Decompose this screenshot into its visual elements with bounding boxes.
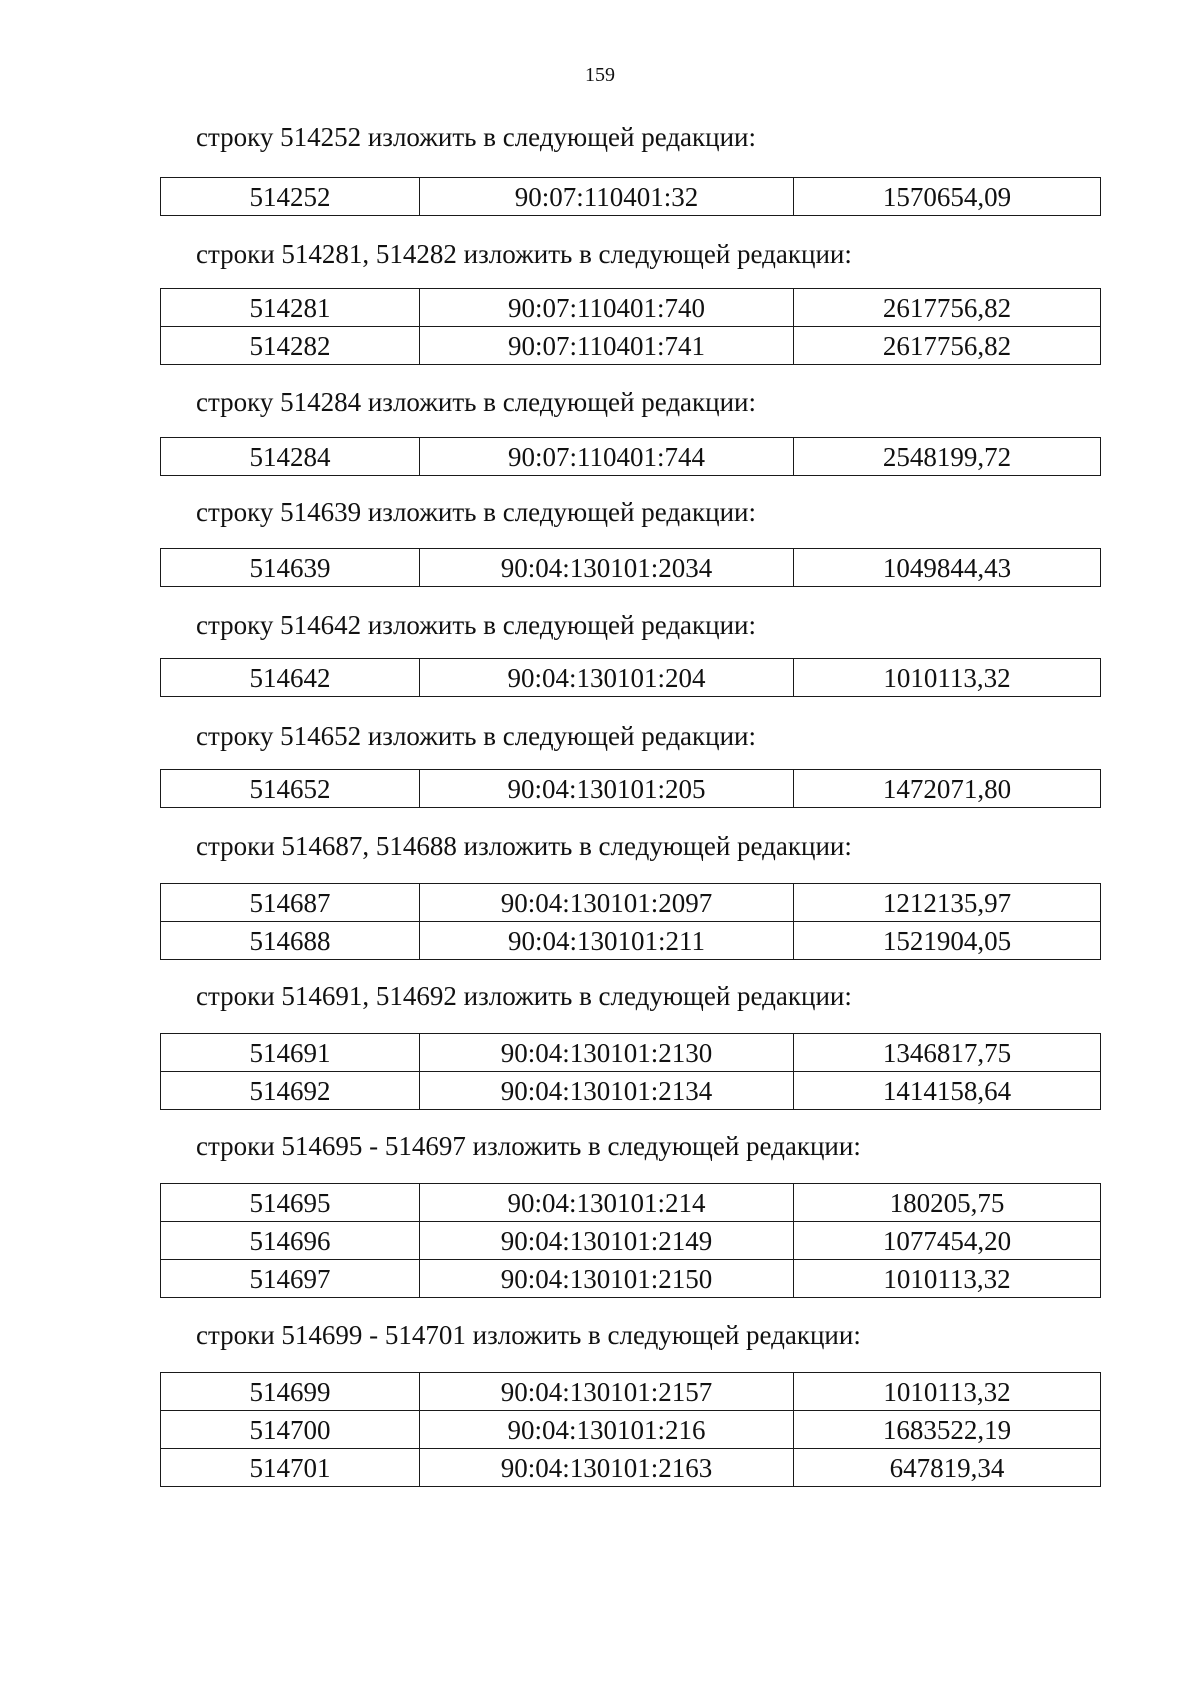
row-number-cell: 514642 bbox=[161, 659, 420, 697]
value-cell: 180205,75 bbox=[794, 1184, 1101, 1222]
amendment-table bbox=[160, 177, 1101, 216]
table-row bbox=[161, 1034, 1101, 1072]
value-cell: 1077454,20 bbox=[794, 1222, 1101, 1260]
amendment-table bbox=[160, 1183, 1101, 1298]
amendment-table bbox=[160, 437, 1101, 476]
row-number-cell: 514639 bbox=[161, 549, 420, 587]
value-cell: 1683522,19 bbox=[794, 1411, 1101, 1449]
table-row bbox=[161, 549, 1101, 587]
value-cell: 1346817,75 bbox=[794, 1034, 1101, 1072]
cadastral-number-cell: 90:04:130101:205 bbox=[420, 770, 794, 808]
value-cell: 2617756,82 bbox=[794, 327, 1101, 365]
value-cell: 1010113,32 bbox=[794, 1373, 1101, 1411]
table-row bbox=[161, 438, 1101, 476]
row-number-cell: 514282 bbox=[161, 327, 420, 365]
amendment-table bbox=[160, 883, 1101, 960]
cadastral-number-cell: 90:07:110401:741 bbox=[420, 327, 794, 365]
table-row bbox=[161, 884, 1101, 922]
amendment-table bbox=[160, 1372, 1101, 1487]
amendment-table bbox=[160, 1033, 1101, 1110]
cadastral-number-cell: 90:04:130101:2034 bbox=[420, 549, 794, 587]
row-number-cell: 514652 bbox=[161, 770, 420, 808]
section-intro: строки 514687, 514688 изложить в следующей редакции: bbox=[196, 831, 852, 861]
amendment-table bbox=[160, 769, 1101, 808]
cadastral-number-cell: 90:07:110401:740 bbox=[420, 289, 794, 327]
section-intro: строки 514691, 514692 изложить в следующей редакции: bbox=[196, 981, 852, 1011]
table-row bbox=[161, 1222, 1101, 1260]
value-cell: 1010113,32 bbox=[794, 659, 1101, 697]
table-row bbox=[161, 1072, 1101, 1110]
value-cell: 647819,34 bbox=[794, 1449, 1101, 1487]
row-number-cell: 514252 bbox=[161, 178, 420, 216]
table-row bbox=[161, 1184, 1101, 1222]
cadastral-number-cell: 90:04:130101:214 bbox=[420, 1184, 794, 1222]
value-cell: 2548199,72 bbox=[794, 438, 1101, 476]
section-intro: строки 514281, 514282 изложить в следующей редакции: bbox=[196, 239, 852, 269]
cadastral-number-cell: 90:04:130101:211 bbox=[420, 922, 794, 960]
row-number-cell: 514699 bbox=[161, 1373, 420, 1411]
section-intro: строку 514284 изложить в следующей редакции: bbox=[196, 387, 757, 417]
row-number-cell: 514688 bbox=[161, 922, 420, 960]
value-cell: 1472071,80 bbox=[794, 770, 1101, 808]
row-number-cell: 514700 bbox=[161, 1411, 420, 1449]
row-number-cell: 514697 bbox=[161, 1260, 420, 1298]
row-number-cell: 514701 bbox=[161, 1449, 420, 1487]
table-row bbox=[161, 922, 1101, 960]
page-number: 159 bbox=[585, 64, 615, 86]
row-number-cell: 514695 bbox=[161, 1184, 420, 1222]
section-intro: строку 514652 изложить в следующей редакции: bbox=[196, 721, 757, 751]
cadastral-number-cell: 90:04:130101:2134 bbox=[420, 1072, 794, 1110]
row-number-cell: 514691 bbox=[161, 1034, 420, 1072]
table-row bbox=[161, 1260, 1101, 1298]
cadastral-number-cell: 90:04:130101:216 bbox=[420, 1411, 794, 1449]
row-number-cell: 514696 bbox=[161, 1222, 420, 1260]
row-number-cell: 514692 bbox=[161, 1072, 420, 1110]
table-row bbox=[161, 1373, 1101, 1411]
cadastral-number-cell: 90:04:130101:2163 bbox=[420, 1449, 794, 1487]
table-row bbox=[161, 327, 1101, 365]
section-intro: строку 514252 изложить в следующей редакции: bbox=[196, 122, 757, 152]
table-row bbox=[161, 178, 1101, 216]
value-cell: 1212135,97 bbox=[794, 884, 1101, 922]
value-cell: 1521904,05 bbox=[794, 922, 1101, 960]
row-number-cell: 514281 bbox=[161, 289, 420, 327]
value-cell: 1570654,09 bbox=[794, 178, 1101, 216]
value-cell: 1010113,32 bbox=[794, 1260, 1101, 1298]
table-row bbox=[161, 770, 1101, 808]
section-intro: строки 514695 - 514697 изложить в следующей редакции: bbox=[196, 1131, 861, 1161]
table-row bbox=[161, 1411, 1101, 1449]
amendment-table bbox=[160, 548, 1101, 587]
table-row bbox=[161, 1449, 1101, 1487]
cadastral-number-cell: 90:07:110401:32 bbox=[420, 178, 794, 216]
cadastral-number-cell: 90:04:130101:2157 bbox=[420, 1373, 794, 1411]
amendment-table bbox=[160, 288, 1101, 365]
amendment-table bbox=[160, 658, 1101, 697]
cadastral-number-cell: 90:07:110401:744 bbox=[420, 438, 794, 476]
section-intro: строку 514642 изложить в следующей редакции: bbox=[196, 610, 757, 640]
cadastral-number-cell: 90:04:130101:2097 bbox=[420, 884, 794, 922]
value-cell: 1049844,43 bbox=[794, 549, 1101, 587]
section-intro: строки 514699 - 514701 изложить в следующей редакции: bbox=[196, 1320, 861, 1350]
table-row bbox=[161, 289, 1101, 327]
cadastral-number-cell: 90:04:130101:204 bbox=[420, 659, 794, 697]
value-cell: 2617756,82 bbox=[794, 289, 1101, 327]
cadastral-number-cell: 90:04:130101:2150 bbox=[420, 1260, 794, 1298]
value-cell: 1414158,64 bbox=[794, 1072, 1101, 1110]
row-number-cell: 514284 bbox=[161, 438, 420, 476]
cadastral-number-cell: 90:04:130101:2149 bbox=[420, 1222, 794, 1260]
section-intro: строку 514639 изложить в следующей редакции: bbox=[196, 497, 757, 527]
row-number-cell: 514687 bbox=[161, 884, 420, 922]
cadastral-number-cell: 90:04:130101:2130 bbox=[420, 1034, 794, 1072]
table-row bbox=[161, 659, 1101, 697]
